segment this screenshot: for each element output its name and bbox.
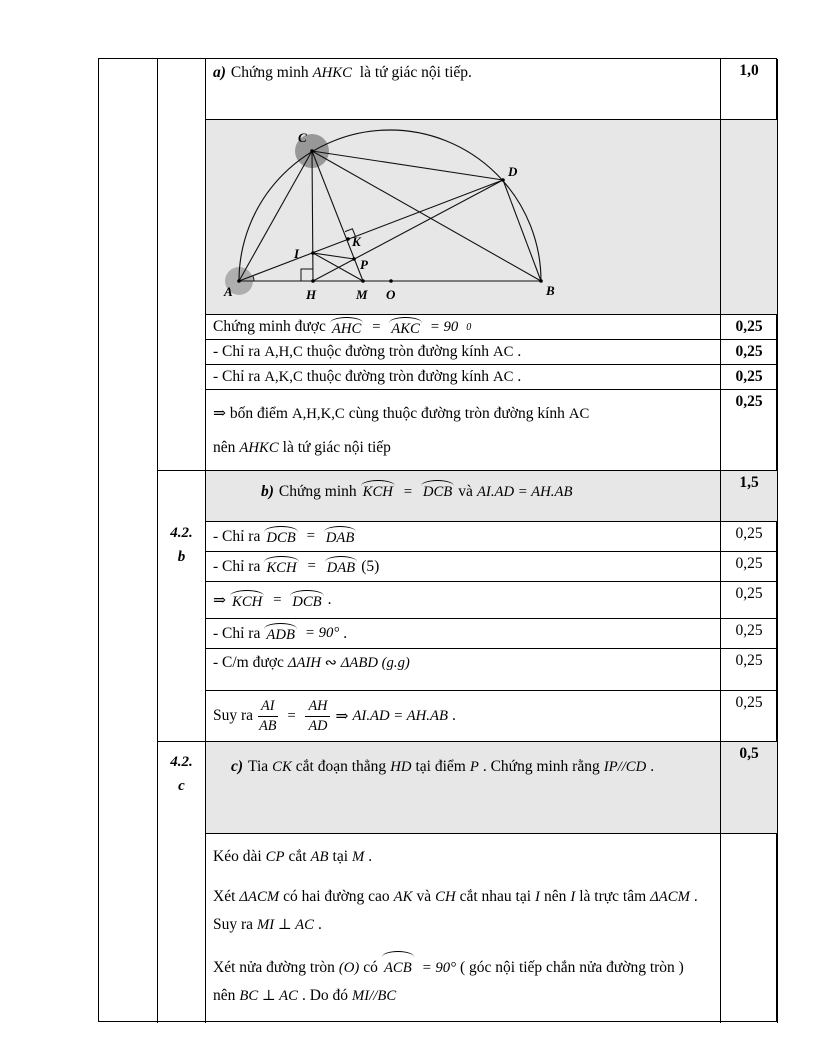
score-a: 1,0: [721, 59, 778, 120]
point-label-K: K: [352, 234, 361, 249]
point-A: [237, 279, 241, 283]
figure-score-cell: [721, 120, 778, 315]
step-b4: - Chỉ ra ADB = 90° .: [206, 619, 721, 649]
point-O: [389, 279, 393, 283]
score-a2: 0,25: [721, 340, 778, 365]
solution-c-body: Kéo dài CP cắt AB tại M . Xét ΔACM có hai đường cao AK và CH cắt nhau tại I nên I là trực tâm ΔACM . Suy ra MI ⊥ AC . Xét nửa đường tròn (O) có ACB = 90° ( góc nội tiếp chắn nửa đường tròn ) nên BC ⊥ AC . Do đó MI//BC: [206, 834, 721, 1023]
point-label-A: A: [224, 284, 233, 299]
point-H: [311, 279, 315, 283]
point-P: [352, 257, 356, 261]
point-K: [346, 237, 350, 241]
score-b3: 0,25: [721, 582, 778, 619]
section-label-cell-b: [158, 471, 206, 742]
segment-CH: [312, 151, 313, 281]
step-b6: Suy ra $\frac{AI}{AB}$ = $\frac{AH}{AD}$ ⇒ AI.AD = AH.AB .: [206, 691, 721, 742]
section-c-letter: c: [178, 778, 185, 794]
segment-AC: [239, 151, 312, 281]
section-label-cell-c: [158, 742, 206, 1023]
step-a4: ⇒ bốn điểm A,H,K,C cùng thuộc đường tròn đường kính AC nên AHKC là tứ giác nội tiếp: [206, 390, 721, 471]
score-b5: 0,25: [721, 649, 778, 691]
statement-c: c) Tia CK cắt đoạn thẳng HD tại điểm P . Chứng minh rằng IP//CD .: [206, 742, 721, 834]
right-angle-mark-0: [301, 269, 313, 281]
point-label-P: P: [360, 257, 368, 272]
figure-cell: [206, 120, 721, 315]
point-M: [361, 279, 365, 283]
point-label-D: D: [508, 164, 518, 179]
segment-AD: [239, 180, 503, 281]
semicircle-arc: [239, 130, 541, 281]
question-number-column: [99, 59, 158, 1023]
step-b5: - C/m được ΔAIH ∾ ΔABD (g.g): [206, 649, 721, 691]
step-b3: ⇒ KCH = DCB .: [206, 582, 721, 619]
score-a4: 0,25: [721, 390, 778, 471]
segment-CM: [312, 151, 363, 281]
point-label-O: O: [386, 287, 396, 302]
point-C: [310, 149, 314, 153]
point-B: [539, 279, 543, 283]
step-a2: - Chỉ ra A,H,C thuộc đường tròn đường kính AC .: [206, 340, 721, 365]
step-b1: - Chỉ ra DCB = DAB: [206, 522, 721, 552]
score-a3: 0,25: [721, 365, 778, 390]
geometry-figure: [206, 120, 721, 315]
score-b2: 0,25: [721, 552, 778, 582]
point-label-B: B: [546, 283, 555, 298]
statement-b: b) Chứng minh KCH = DCB và AI.AD = AH.AB: [206, 471, 721, 522]
point-label-C: C: [298, 130, 307, 145]
section-label-cell-a: [158, 59, 206, 471]
segment-DH: [313, 180, 503, 281]
step-a1: Chứng minh được AHC = AKC = 90 0: [206, 315, 721, 340]
point-I: [311, 251, 315, 255]
segment-DB: [503, 180, 541, 281]
section-b-number: 4.2.: [170, 525, 193, 541]
answer-table: [98, 58, 777, 1022]
step-b2: - Chỉ ra KCH = DAB (5): [206, 552, 721, 582]
score-b4: 0,25: [721, 619, 778, 649]
section-b-letter: b: [177, 549, 186, 565]
score-a1: 0,25: [721, 315, 778, 340]
section-c-number: 4.2.: [170, 754, 193, 770]
point-D: [501, 178, 505, 182]
score-c-body: [721, 834, 778, 1023]
segment-CB: [312, 151, 541, 281]
point-label-I: I: [294, 246, 300, 261]
score-b1: 0,25: [721, 522, 778, 552]
score-c: 0,5: [721, 742, 778, 834]
score-b6: 0,25: [721, 691, 778, 742]
angle-arc-A: [253, 276, 254, 281]
statement-a: a) Chứng minh AHKC là tứ giác nội tiếp.: [206, 59, 721, 120]
score-b: 1,5: [721, 471, 778, 522]
point-label-H: H: [306, 287, 317, 302]
point-label-M: M: [356, 287, 368, 302]
step-a3: - Chỉ ra A,K,C thuộc đường tròn đường kính AC .: [206, 365, 721, 390]
